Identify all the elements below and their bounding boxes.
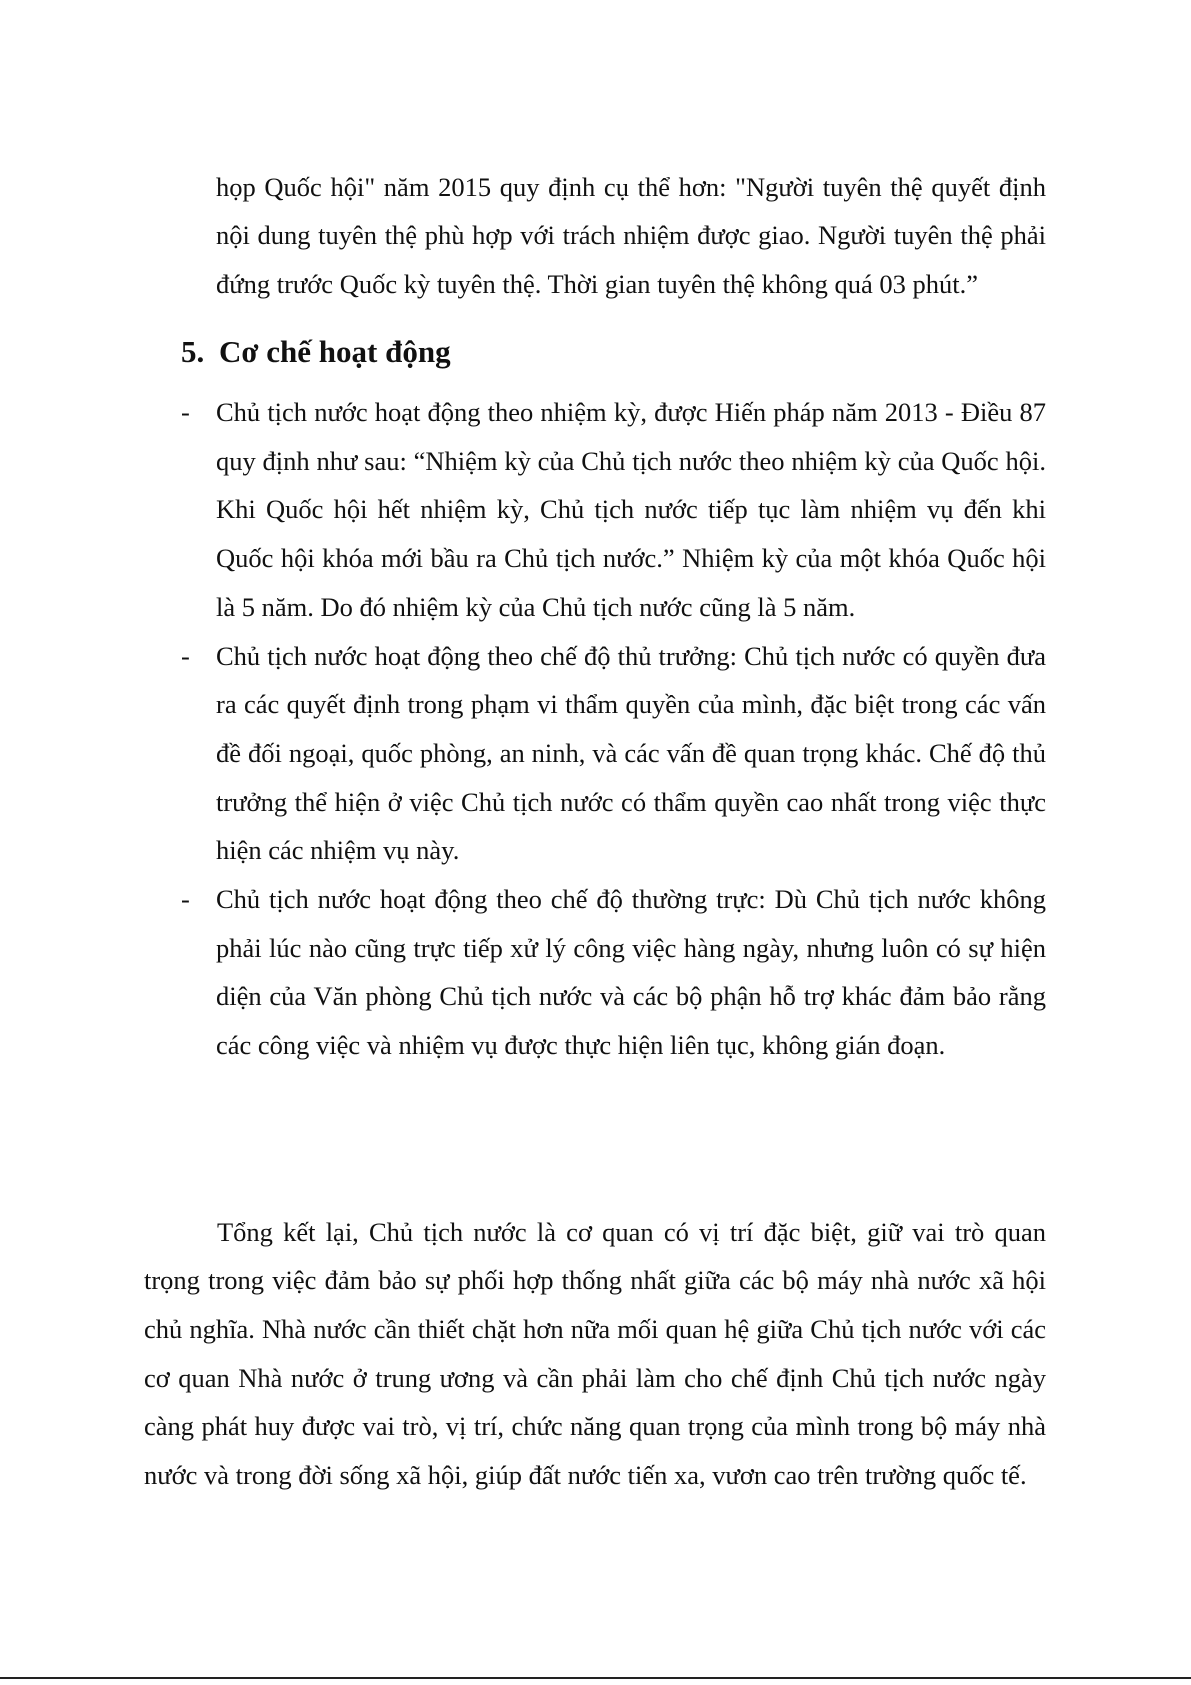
list-item-text: Chủ tịch nước hoạt động theo chế độ thủ trưởng: Chủ tịch nước có quyền đưa ra các quyết định trong phạm vi thẩm quyền của mình, đặc biệt trong các vấn đề đối ngoại, quốc phòng, an ninh, và các vấn đề quan trọng khác. Chế độ thủ trưởng thể hiện ở việc Chủ tịch nước có thẩm quyền cao nhất trong việc thực hiện các nhiệm vụ này. (216, 640, 1046, 866)
list-item (181, 875, 1046, 1070)
section-heading (181, 332, 451, 372)
list-item-dash: - (181, 640, 190, 671)
list-item-dash: - (181, 397, 190, 427)
section-number: 5. (181, 334, 205, 369)
summary-paragraph: Tổng kết lại, Chủ tịch nước là cơ quan có vị trí đặc biệt, giữ vai trò quan trọng trong việc đảm bảo sự phối hợp thống nhất giữa các bộ máy nhà nước xã hội chủ nghĩa. Nhà nước cần thiết chặt hơn nữa mối quan hệ giữa Chủ tịch nước với các cơ quan Nhà nước ở trung ương và cần phải làm cho chế định Chủ tịch nước ngày càng phát huy được vai trò, vị trí, chức năng quan trọng của mình trong bộ máy nhà nước và trong đời sống xã hội, giúp đất nước tiến xa, vươn cao trên trường quốc tế. (144, 1216, 1046, 1491)
list-item-text: Chủ tịch nước hoạt động theo chế độ thường trực: Dù Chủ tịch nước không phải lúc nào cũng trực tiếp xử lý công việc hàng ngày, nhưng luôn có sự hiện diện của Văn phòng Chủ tịch nước và các bộ phận hỗ trợ khác đảm bảo rằng các công việc và nhiệm vụ được thực hiện liên tục, không gián đoạn. (216, 884, 1046, 1061)
intro-continuation-paragraph: họp Quốc hội" năm 2015 quy định cụ thể hơn: "Người tuyên thệ quyết định nội dung tuyên thệ phù hợp với trách nhiệm được giao. Người tuyên thệ phải đứng trước Quốc kỳ tuyên thệ. Thời gian tuyên thệ không quá 03 phút.” (216, 171, 1046, 299)
list-item-text: Chủ tịch nước hoạt động theo nhiệm kỳ, được Hiến pháp năm 2013 - Điều 87 quy định như sau: “Nhiệm kỳ của Chủ tịch nước theo nhiệm kỳ của Quốc hội. Khi Quốc hội hết nhiệm kỳ, Chủ tịch nước tiếp tục làm nhiệm vụ đến khi Quốc hội khóa mới bầu ra Chủ tịch nước.” Nhiệm kỳ của một khóa Quốc hội là 5 năm. Do đó nhiệm kỳ của Chủ tịch nước cũng là 5 năm. (216, 397, 1046, 622)
section-title: Cơ chế hoạt động (219, 334, 451, 369)
list-item (181, 388, 1046, 632)
list-item-dash: - (181, 884, 190, 915)
mechanism-list (181, 388, 1046, 1070)
page-bottom-divider (0, 1677, 1191, 1679)
list-item (181, 632, 1046, 876)
